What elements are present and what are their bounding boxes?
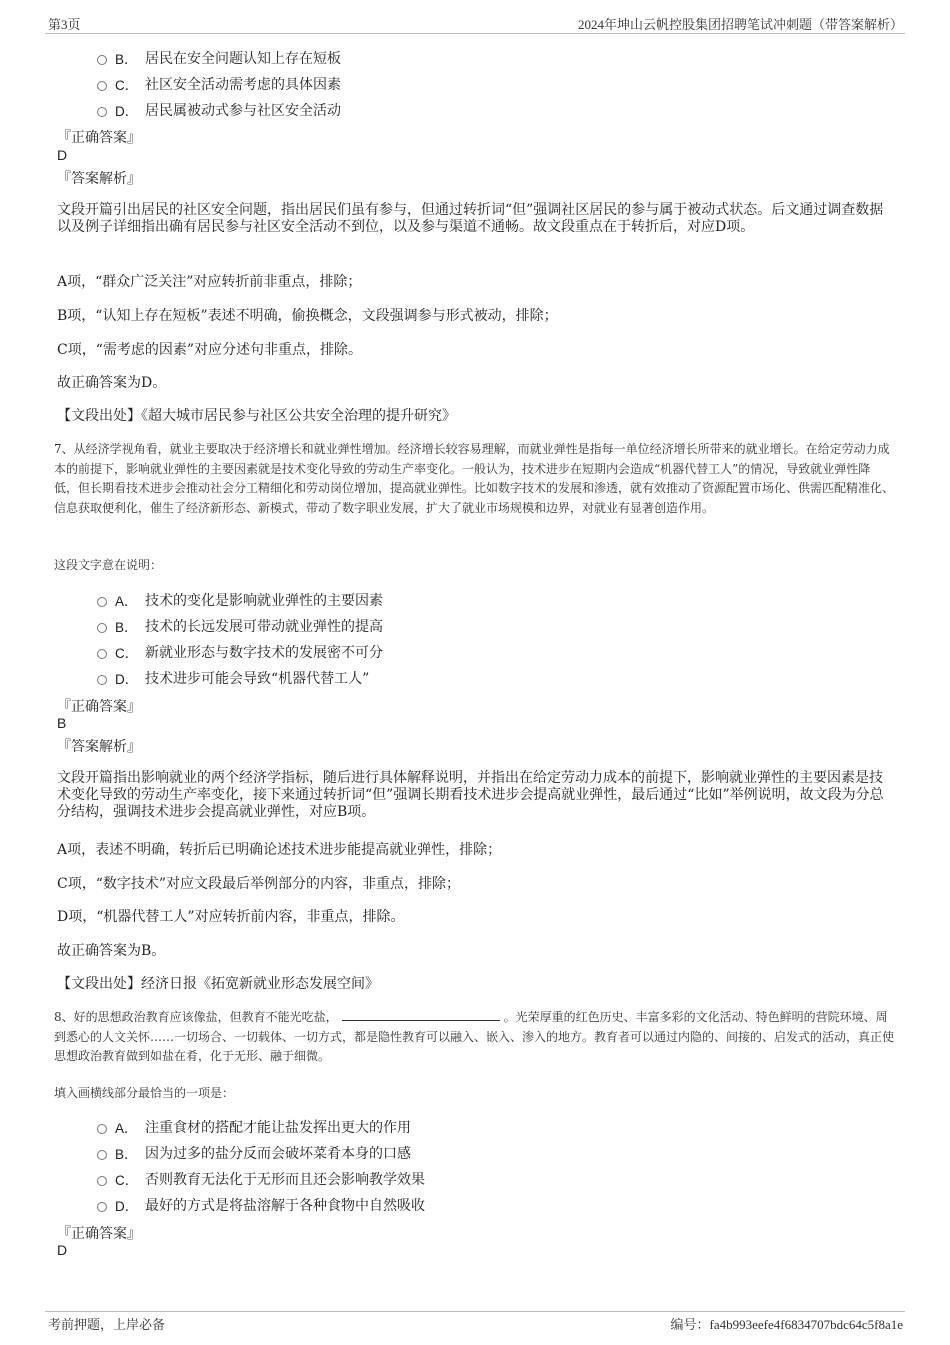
radio-icon[interactable] [97,623,107,633]
option-letter: D． [115,104,139,119]
document-code: 编号：fa4b993eefe4f6834707bdc64c5f8a1e [670,1317,903,1332]
answer-value: D [57,147,68,163]
question-stem [54,1008,894,1067]
document-title: 2024年坤山云帆控股集团招聘笔试冲刺题（带答案解析） [577,17,903,32]
option-text: 技术的长远发展可带动就业弹性的提高 [145,619,383,635]
option-letter: D． [115,672,139,687]
option-text: 居民在安全问题认知上存在短板 [145,51,341,67]
option-letter: A． [115,594,138,609]
answer-label: 『正确答案』 [57,1226,141,1242]
option-row[interactable] [97,590,383,610]
option-text: 居民属被动式参与社区安全活动 [145,103,341,119]
radio-icon[interactable] [97,649,107,659]
option-text: 注重食材的搭配才能让盐发挥出更大的作用 [145,1120,411,1136]
option-row[interactable] [97,668,369,688]
option-letter: C． [115,78,139,93]
option-row[interactable] [97,1195,425,1215]
analysis-label: 『答案解析』 [57,171,141,187]
option-row[interactable] [97,616,383,636]
question-prompt: 这段文字意在说明： [54,558,163,572]
footer-divider [45,1311,905,1312]
option-text: 技术的变化是影响就业弹性的主要因素 [145,593,383,609]
page-number: 第3页 [48,17,81,32]
analysis-text: 文段开篇指出影响就业的两个经济学指标，随后进行具体解释说明，并指出在给定劳动力成本的前提下，影响就业弹性的主要因素是技术变化导致的劳动生产率变化，接下来通过转折词“但”强调长期看技术进步会提高就业弹性，最后通过“比如”举例说明，故文段为分总分结构，强调技术进步会提高就业弹性，对应B项。 [57,770,884,820]
source-citation: 【文段出处】经济日报《拓宽新就业形态发展空间》 [57,976,379,992]
option-text: 因为过多的盐分反而会破坏菜肴本身的口感 [145,1146,411,1162]
radio-icon[interactable] [97,81,107,91]
option-row[interactable] [97,1117,411,1137]
fill-blank [342,1008,500,1021]
stem-part-before: 8、好的思想政治教育应该像盐，但教育不能光吃盐， [54,1010,338,1024]
option-row[interactable] [97,74,341,94]
stem-part-after: 。光荣厚重的红色历史、丰富多彩的文化活动、特色鲜明的营院环境、周到悉心的人文关怀……一切场合、一切载体、一切方式，都是隐性教育可以融入、嵌入、渗入的地方。教育者可以通过内隐的、间接的、启发式的活动，真正使思想政治教育做到如盐在肴，化于无形、融于细微。 [54,1010,895,1063]
option-letter: A． [115,1121,138,1136]
answer-label: 『正确答案』 [57,699,141,715]
option-letter: B． [115,52,138,67]
option-row[interactable] [97,48,341,68]
analysis-text: 文段开篇引出居民的社区安全问题，指出居民们虽有参与，但通过转折词“但”强调社区居民的参与属于被动式状态。后文通过调查数据以及例子详细指出确有居民参与社区安全活动不到位，以及参与渠道不通畅。故文段重点在于转折后，对应D项。 [57,202,884,235]
analysis-label: 『答案解析』 [57,739,141,755]
option-letter: C． [115,646,139,661]
answer-value: D [57,1242,68,1258]
radio-icon[interactable] [97,1176,107,1186]
option-text: 最好的方式是将盐溶解于各种食物中自然吸收 [145,1198,425,1214]
option-letter: D． [115,1199,139,1214]
radio-icon[interactable] [97,597,107,607]
analysis-line: C项，“数字技术”对应文段最后举例部分的内容，非重点，排除； [57,876,461,892]
radio-icon[interactable] [97,1202,107,1212]
option-row[interactable] [97,642,383,662]
answer-value: B [57,715,67,731]
footer-slogan: 考前押题，上岸必备 [48,1318,166,1333]
analysis-line: D项，“机器代替工人”对应转折前内容，非重点，排除。 [57,909,405,925]
question-stem: 7、从经济学视角看，就业主要取决于经济增长和就业弹性增加。经济增长较容易理解，而就业弹性是指每一单位经济增长所带来的就业增长。在给定劳动力成本的前提下，影响就业弹性的主要因素就是技术变化导致的劳动生产率变化。一般认为，技术进步在短期内会造成“机器代替工人”的情况，导致就业弹性降低，但长期看技术进步会推动社会分工精细化和劳动岗位增加，提高就业弹性。比如数字技术的发展和渗透，就有效推动了资源配置市场化、供需匹配精准化、信息获取便利化，催生了经济新形态、新模式，带动了数字职业发展，扩大了就业市场规模和边界，对就业有显著创造作用。 [54,442,895,515]
conclusion: 故正确答案为B。 [57,943,166,959]
option-letter: B． [115,620,138,635]
radio-icon[interactable] [97,107,107,117]
option-text: 新就业形态与数字技术的发展密不可分 [145,645,383,661]
radio-icon[interactable] [97,675,107,685]
question-prompt: 填入画横线部分最恰当的一项是： [54,1086,235,1100]
analysis-line: C项，“需考虑的因素”对应分述句非重点，排除。 [57,342,363,358]
option-row[interactable] [97,100,341,120]
option-row[interactable] [97,1143,411,1163]
radio-icon[interactable] [97,1150,107,1160]
analysis-line: A项，表述不明确，转折后已明确论述技术进步能提高就业弹性，排除； [57,842,502,858]
option-letter: B． [115,1147,138,1162]
option-text: 否则教育无法化于无形而且还会影响教学效果 [145,1172,425,1188]
answer-label: 『正确答案』 [57,130,141,146]
header-divider [45,33,905,34]
option-letter: C． [115,1173,139,1188]
radio-icon[interactable] [97,1124,107,1134]
option-row[interactable] [97,1169,425,1189]
analysis-line: B项，“认知上存在短板”表述不明确，偷换概念，文段强调参与形式被动，排除； [57,308,558,324]
source-citation: 【文段出处】《超大城市居民参与社区公共安全治理的提升研究》 [57,408,456,424]
conclusion: 故正确答案为D。 [57,375,167,391]
radio-icon[interactable] [97,55,107,65]
option-text: 技术进步可能会导致“机器代替工人” [145,671,370,687]
option-text: 社区安全活动需考虑的具体因素 [145,77,341,93]
analysis-line: A项，“群众广泛关注”对应转折前非重点，排除； [57,274,362,290]
